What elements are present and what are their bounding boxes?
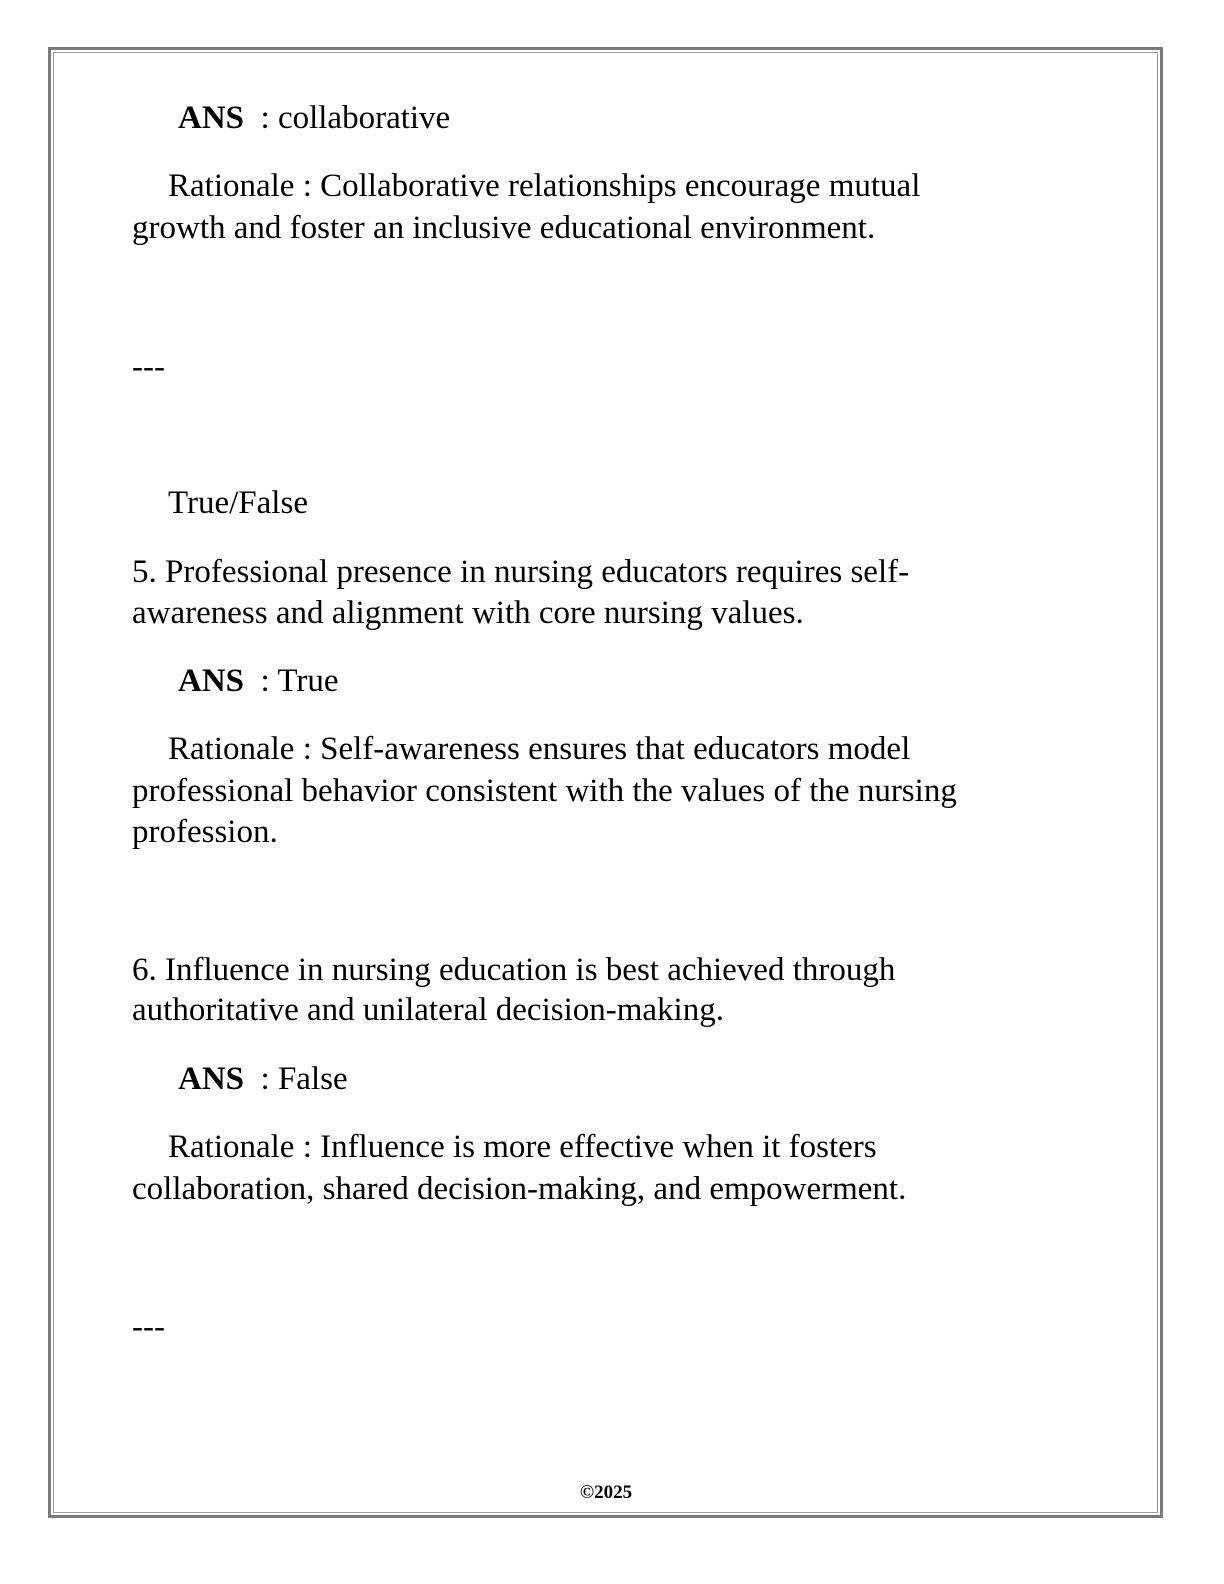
rationale-1-line-2: growth and foster an inclusive educational environment. <box>132 210 876 246</box>
ans-label: ANS <box>178 1061 245 1097</box>
rationale-5-line-2: professional behavior consistent with the values of the nursing <box>132 773 957 809</box>
answer-line-5 <box>178 660 339 702</box>
rationale-5-line-3: profession. <box>132 814 278 850</box>
ans-value: : False <box>260 1061 348 1097</box>
question-6-line-2: authoritative and unilateral decision-making. <box>132 992 724 1028</box>
rationale-6-line-2: collaboration, shared decision-making, and empowerment. <box>132 1171 907 1207</box>
separator-2: --- <box>132 1309 165 1345</box>
rationale-6-line-1: Rationale : Influence is more effective when it fosters <box>168 1129 877 1165</box>
answer-line-6 <box>178 1058 348 1100</box>
section-heading: True/False <box>168 485 308 521</box>
ans-value: : collaborative <box>260 100 451 136</box>
rationale-5-line-1: Rationale : Self-awareness ensures that educators model <box>168 731 911 767</box>
question-6-line-1: 6. Influence in nursing education is best achieved through <box>132 952 896 988</box>
question-5-line-2: awareness and alignment with core nursing values. <box>132 595 804 631</box>
rationale-1-line-1: Rationale : Collaborative relationships encourage mutual <box>168 168 921 204</box>
question-5-line-1: 5. Professional presence in nursing educators requires self- <box>132 554 910 590</box>
ans-value: : True <box>260 663 339 699</box>
footer-copyright: ©2025 <box>579 1482 633 1503</box>
ans-label: ANS <box>178 100 245 136</box>
ans-label: ANS <box>178 663 245 699</box>
separator-1: --- <box>132 349 165 385</box>
answer-line-1 <box>178 97 450 139</box>
